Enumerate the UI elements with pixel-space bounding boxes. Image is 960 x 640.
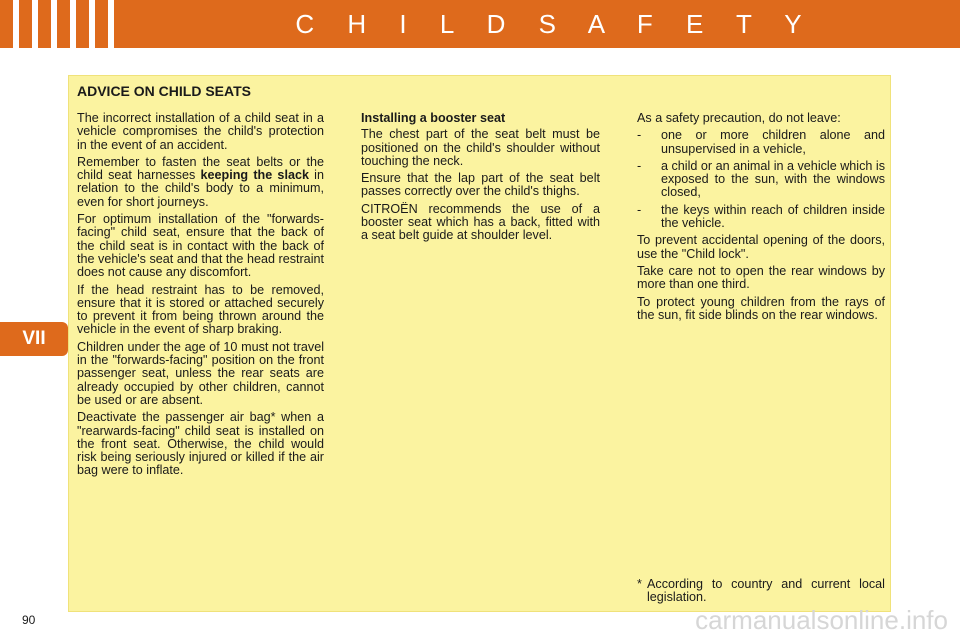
paragraph: If the head restraint has to be removed, ensure that it is stored or attached securely to prevent it from being thrown around the vehicle in the event of sharp braking. [77, 282, 324, 337]
dash-marker: - [637, 202, 642, 217]
header-stripe [89, 0, 95, 48]
paragraph: The chest part of the seat belt must be positioned on the child's shoulder without touching the neck. [361, 127, 600, 168]
chapter-tab[interactable]: VII [0, 322, 68, 356]
watermark: carmanualsonline.info [695, 605, 948, 635]
header-stripe [70, 0, 76, 48]
advice-panel [68, 75, 891, 612]
emphasis-text: keeping the slack [200, 168, 309, 183]
page-title: C H I L D S A F E T Y [295, 8, 815, 39]
paragraph: CITROËN recommends the use of a booster seat which has a back, fitted with a seat belt guide at shoulder level. [361, 201, 600, 243]
paragraph: Ensure that the lap part of the seat belt passes correctly over the child's thighs. [361, 171, 600, 199]
paragraph [77, 156, 324, 209]
paragraph: Take care not to open the rear windows by more than one third. [637, 263, 885, 292]
footnote-star: * [637, 577, 642, 591]
page-number: 90 [22, 613, 36, 627]
header-stripe [108, 0, 114, 48]
footnote [637, 578, 885, 605]
dash-marker: - [637, 128, 642, 143]
header-stripe [32, 0, 38, 48]
paragraph: To prevent accidental opening of the doors, use the "Child lock". [637, 233, 885, 261]
column-3 [637, 112, 885, 326]
paragraph: Children under the age of 10 must not travel in the "forwards-facing" position on the front passenger seat, unless the rear seats are already occupied by other children, cannot be used or are absent. [77, 339, 324, 407]
section-title: ADVICE ON CHILD SEATS [77, 83, 251, 99]
dash-marker: - [637, 158, 642, 173]
bullet-item [637, 160, 885, 200]
paragraph: The incorrect installation of a child seat in a vehicle compromises the child's protection in the event of an accident. [77, 111, 324, 152]
paragraph: Deactivate the passenger air bag* when a "rearwards-facing" child seat is installed on the front seat. Otherwise, the child would risk being seriously injured or killed if the air bag were to inflate. [77, 410, 324, 478]
text: Remember to fasten the seat belts or the child seat harnesses [77, 154, 324, 183]
text: in relation to the child's body to a minimum, even for short journeys. [77, 168, 324, 209]
footnote-text: According to country and current local legislation. [647, 577, 885, 605]
header-stripe [13, 0, 19, 48]
bullet-text: one or more children alone and unsupervised in a vehicle, [661, 128, 885, 156]
paragraph: To protect young children from the rays of the sun, fit side blinds on the rear windows. [637, 294, 885, 322]
column-2 [361, 112, 600, 247]
header-bar [0, 0, 960, 48]
paragraph: As a safety precaution, do not leave: [637, 111, 841, 125]
subheading: Installing a booster seat [361, 111, 506, 125]
header-stripe [51, 0, 57, 48]
column-1 [77, 112, 324, 482]
bullet-text: a child or an animal in a vehicle which is exposed to the sun, with the windows closed, [661, 158, 886, 200]
paragraph: For optimum installation of the "forwards-facing" child seat, ensure that the back of the child seat is in contact with the back of the vehicle's seat and that the head restraint does not cause any discomfort. [77, 212, 324, 280]
bullet-item [637, 204, 885, 231]
bullet-text: the keys within reach of children inside the vehicle. [661, 202, 885, 231]
bullet-item [637, 129, 885, 156]
